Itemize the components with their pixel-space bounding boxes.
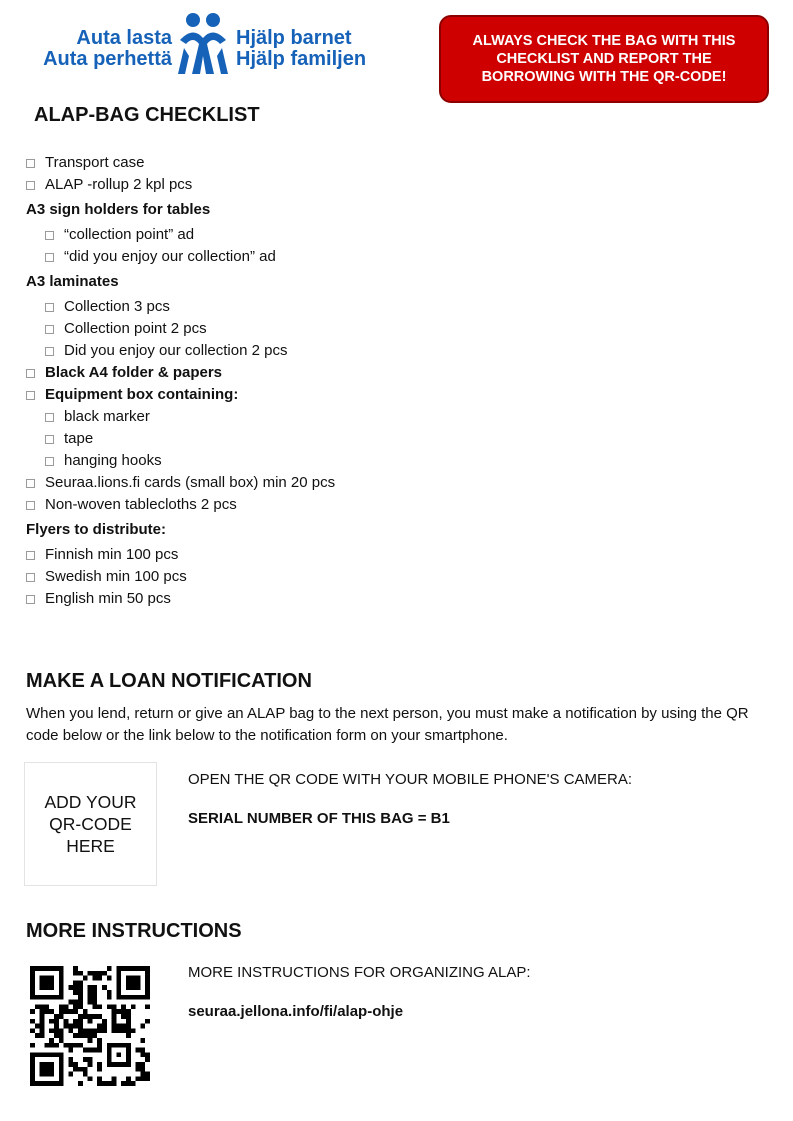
item-label: Equipment box containing: — [45, 386, 239, 403]
qr-code-placeholder — [24, 762, 157, 886]
checkbox[interactable] — [45, 253, 54, 262]
more-instructions-heading: MORE INSTRUCTIONS — [26, 920, 242, 942]
checklist-item[interactable] — [26, 406, 766, 428]
item-label: hanging hooks — [64, 452, 162, 469]
checklist-item[interactable] — [26, 384, 766, 406]
checkbox[interactable] — [45, 303, 54, 312]
checklist-item[interactable] — [26, 588, 766, 610]
more-instruction-text: MORE INSTRUCTIONS FOR ORGANIZING ALAP: — [188, 964, 531, 981]
item-label: black marker — [64, 408, 150, 425]
checklist — [26, 152, 766, 610]
item-label: Collection 3 pcs — [64, 298, 170, 315]
item-label: Did you enjoy our collection 2 pcs — [64, 342, 288, 359]
checkbox[interactable] — [26, 391, 35, 400]
checkbox[interactable] — [45, 413, 54, 422]
item-label: tape — [64, 430, 94, 447]
checklist-item[interactable] — [26, 450, 766, 472]
item-label: Finnish min 100 pcs — [45, 546, 179, 563]
loan-heading: MAKE A LOAN NOTIFICATION — [26, 670, 312, 692]
checkbox[interactable] — [45, 347, 54, 356]
section-subheading: A3 laminates — [26, 273, 119, 290]
logo-line: Auta perhettä — [43, 48, 172, 70]
item-label: Transport case — [45, 154, 145, 171]
checkbox[interactable] — [45, 231, 54, 240]
item-label: Black A4 folder & papers — [45, 364, 223, 381]
item-label: Seuraa.lions.fi cards (small box) min 20 pcs — [45, 474, 336, 491]
qr-instruction: OPEN THE QR CODE WITH YOUR MOBILE PHONE'S CAMERA: — [188, 771, 633, 788]
item-label: ALAP -rollup 2 kpl pcs — [45, 176, 193, 193]
checklist-item[interactable] — [26, 224, 766, 246]
checklist-item[interactable] — [26, 472, 766, 494]
logo-text-swedish — [236, 28, 366, 70]
instructions-link[interactable]: seuraa.jellona.info/fi/alap-ohje — [188, 1003, 404, 1020]
checklist-item[interactable] — [26, 296, 766, 318]
logo-line: Auta lasta — [76, 27, 172, 49]
logo-line: Hjälp familjen — [236, 48, 367, 70]
logo-text-finnish — [43, 28, 172, 70]
checklist-title: ALAP-BAG CHECKLIST — [34, 104, 260, 126]
serial-number: SERIAL NUMBER OF THIS BAG = B1 — [188, 810, 450, 827]
family-figures-icon — [174, 12, 232, 74]
item-label: Collection point 2 pcs — [64, 320, 207, 337]
warning-text: ALWAYS CHECK THE BAG WITH THIS CHECKLIST AND REPORT THE BORROWING WITH THE QR-CODE! — [472, 33, 736, 85]
checkbox[interactable] — [26, 595, 35, 604]
loan-paragraph: When you lend, return or give an ALAP bag to the next person, you must make a notification by using the QR code below or the link below to the notification form on your smartphone. — [26, 705, 749, 744]
checkbox[interactable] — [26, 573, 35, 582]
item-label: “did you enjoy our collection” ad — [64, 248, 276, 265]
checklist-item[interactable] — [26, 566, 766, 588]
placeholder-text: ADD YOUR QR-CODE HERE — [44, 792, 137, 856]
item-label: “collection point” ad — [64, 226, 195, 243]
checkbox[interactable] — [26, 479, 35, 488]
item-label: Non-woven tablecloths 2 pcs — [45, 496, 237, 513]
checklist-item[interactable] — [26, 340, 766, 362]
checkbox[interactable] — [26, 501, 35, 510]
checklist-item[interactable] — [26, 174, 766, 196]
checkbox[interactable] — [26, 551, 35, 560]
checklist-item[interactable] — [26, 318, 766, 340]
checklist-item[interactable] — [26, 544, 766, 566]
qr-code-icon[interactable] — [30, 966, 150, 1086]
section-subheading: Flyers to distribute: — [26, 521, 167, 538]
item-label: English min 50 pcs — [45, 590, 171, 607]
checkbox[interactable] — [45, 325, 54, 334]
item-label: Swedish min 100 pcs — [45, 568, 187, 585]
checkbox[interactable] — [26, 369, 35, 378]
checkbox[interactable] — [26, 181, 35, 190]
checkbox[interactable] — [26, 159, 35, 168]
checklist-item[interactable] — [26, 362, 766, 384]
checklist-item[interactable] — [26, 428, 766, 450]
checkbox[interactable] — [45, 435, 54, 444]
checklist-item[interactable] — [26, 246, 766, 268]
checkbox[interactable] — [45, 457, 54, 466]
logo-line: Hjälp barnet — [236, 27, 352, 49]
checklist-item[interactable] — [26, 494, 766, 516]
warning-banner — [439, 15, 769, 103]
checklist-item[interactable] — [26, 152, 766, 174]
organization-logo — [14, 12, 386, 76]
section-subheading: A3 sign holders for tables — [26, 201, 211, 218]
